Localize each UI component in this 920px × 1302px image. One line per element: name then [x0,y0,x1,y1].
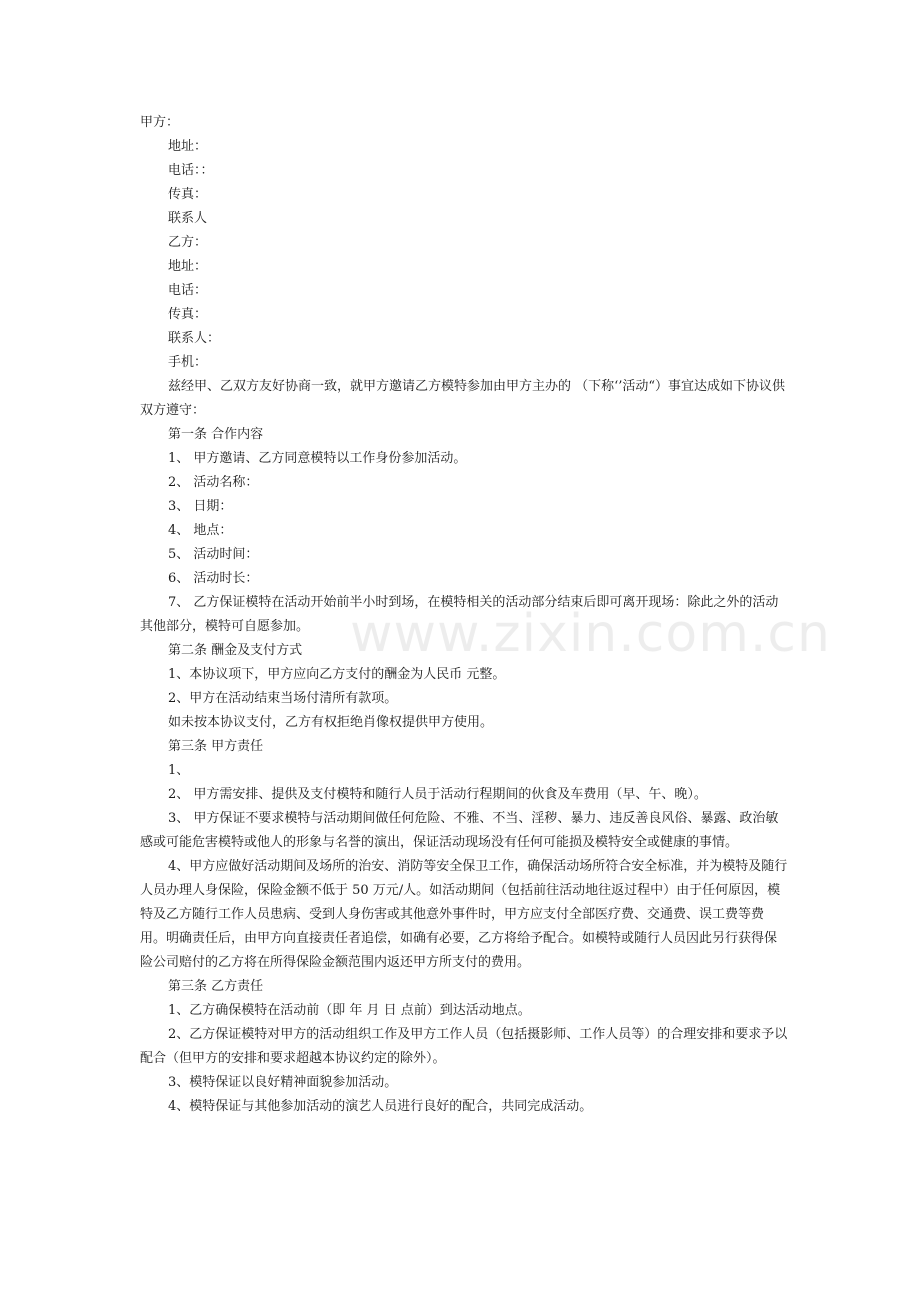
paragraph: 手机： [168,355,208,370]
paragraph: 3、模特保证以良好精神面貌参加活动。 [168,1075,398,1090]
paragraph: 联系人： [168,331,221,346]
paragraph: 第二条 酬金及支付方式 [168,643,303,658]
watermark: www.zixin.com.cn [350,604,831,664]
paragraph: 如未按本协议支付，乙方有权拒绝肖像权提供甲方使用。 [168,715,494,730]
paragraph: 联系人 [168,211,208,226]
paragraph: 1、 [168,763,190,778]
paragraph: 3、 日期： [168,499,233,514]
paragraph: 5、 活动时间： [168,547,259,562]
paragraph: 1、 甲方邀请、乙方同意模特以工作身份参加活动。 [168,451,467,466]
paragraph: 乙方： [168,235,208,250]
paragraph: 2、乙方保证模特对甲方的活动组织工作及甲方工作人员（包括摄影师、工作人员等）的合理安排和要求予以配合（但甲方的安排和要求超越本协议约定的除外）。 [140,1027,788,1066]
paragraph: 2、甲方在活动结束当场付清所有款项。 [168,691,398,706]
paragraph: 4、 地点： [168,523,233,538]
paragraph: 2、 甲方需安排、提供及支付模特和随行人员于活动行程期间的伙食及车费用（早、午、晚）。 [168,787,707,802]
contract-document [140,111,788,1119]
paragraph: 3、 甲方保证不要求模特与活动期间做任何危险、不雅、不当、淫秽、暴力、违反善良风俗、暴露、政治敏感或可能危害模特或他人的形象与名誉的演出，保证活动现场没有任何可能损及模特安全或健康的事情。 [140,811,779,850]
paragraph: 第三条 甲方责任 [168,739,264,754]
paragraph: 传真： [168,187,208,202]
paragraph: 传真： [168,307,208,322]
paragraph: 4、甲方应做好活动期间及场所的治安、消防等安全保卫工作，确保活动场所符合安全标准，并为模特及随行人员办理人身保险，保险金额不低于 50 万元/人。如活动期间（包括前往活动地往返过程中）由于任何原因，模特及乙方随行工作人员患病、受到人身伤害或其他意外事件时，甲方应支付全部医疗费、交通费、误工费等费用。明确责任后，由甲方向直接责任者追偿，如确有必要，乙方将给予配合。如模特或随行人员因此另行获得保险公司赔付的乙方将在所得保险金额范围内返还甲方所支付的费用。 [140,859,788,970]
paragraph: 兹经甲、乙双方友好协商一致，就甲方邀请乙方模特参加由甲方主办的 （下称‘’活动“）事宜达成如下协议供双方遵守： [140,379,786,418]
paragraph: 4、模特保证与其他参加活动的演艺人员进行良好的配合，共同完成活动。 [168,1099,593,1114]
paragraph: 6、 活动时长： [168,571,259,586]
paragraph: 第三条 乙方责任 [168,979,264,994]
paragraph: 7、 乙方保证模特在活动开始前半小时到场，在模特相关的活动部分结束后即可离开现场：除此之外的活动其他部分，模特可自愿参加。 [140,595,779,634]
paragraph: 地址： [168,139,208,154]
paragraph: 1、乙方确保模特在活动前（即 年 月 日 点前）到达活动地点。 [168,1003,531,1018]
paragraph: 电话：： [168,163,214,178]
paragraph: 2、 活动名称： [168,475,259,490]
paragraph: 地址： [168,259,208,274]
paragraph: 第一条 合作内容 [168,427,264,442]
paragraph: 甲方： [140,115,180,130]
paragraph: 1、本协议项下，甲方应向乙方支付的酬金为人民币 元整。 [168,667,506,682]
paragraph: 电话： [168,283,208,298]
